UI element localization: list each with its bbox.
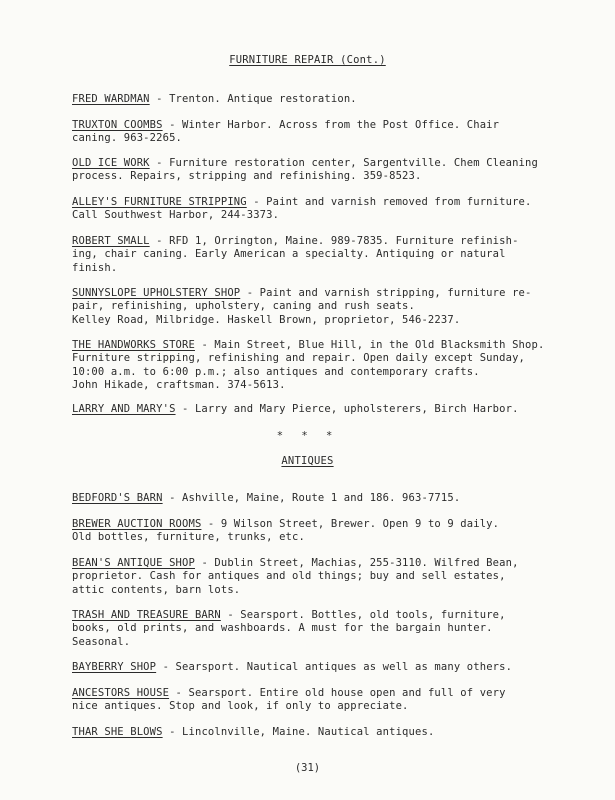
- listing-line: [72, 119, 572, 132]
- listing-line: attic contents, barn lots.: [72, 583, 241, 596]
- listing-text: - Paint and varnish removed from furniture.: [246, 196, 532, 208]
- listing-entry: [72, 726, 572, 739]
- section-heading-furniture-repair: FURNITURE REPAIR (Cont.): [229, 54, 386, 66]
- listing-name: FRED WARDMAN: [72, 93, 150, 105]
- listing-line: Seasonal.: [72, 635, 131, 648]
- listing-line: [72, 518, 572, 531]
- listing-line: [72, 661, 572, 674]
- listing-line: [72, 557, 572, 570]
- listing-name: TRUXTON COOMBS: [72, 119, 163, 131]
- listing-line: 10:00 a.m. to 6:00 p.m.; also antiques and contemporary crafts.: [72, 365, 480, 378]
- listing-text: - Searsport. Entire old house open and full of very: [169, 687, 506, 699]
- listing-line: Furniture stripping, refinishing and repair. Open daily except Sunday,: [72, 352, 526, 365]
- listing-line: [72, 93, 572, 106]
- listing-line: Call Southwest Harbor, 244-3373.: [72, 209, 280, 222]
- listing-text: - Winter Harbor. Across from the Post Office. Chair: [162, 119, 500, 131]
- listing-text: - Main Street, Blue Hill, in the Old Blacksmith Shop.: [194, 339, 545, 351]
- listing-entry: [72, 235, 572, 275]
- listing-line: ing, chair caning. Early American a specialty. Antiquing or natural: [72, 248, 506, 261]
- listing-text: - Ashville, Maine, Route 1 and 186. 963-7715.: [162, 492, 461, 504]
- listing-line: finish.: [72, 261, 118, 274]
- listing-text: - Furniture restoration center, Sargentville. Chem Cleaning: [149, 157, 538, 169]
- listing-entry: [72, 196, 572, 223]
- listing-line: [72, 157, 572, 170]
- listing-line: pair, refinishing, upholstery, caning and rush seats.: [72, 300, 415, 313]
- listing-text: - Larry and Mary Pierce, upholsterers, Birch Harbor.: [175, 403, 519, 415]
- listing-line: [72, 235, 572, 248]
- listing-entry: [72, 687, 572, 714]
- listing-line: nice antiques. Stop and look, if only to appreciate.: [72, 700, 409, 713]
- listing-entry: [72, 518, 572, 545]
- listing-line: Old bottles, furniture, trunks, etc.: [72, 531, 305, 544]
- listing-line: [72, 726, 572, 739]
- listing-line: process. Repairs, stripping and refinishing. 359-8523.: [72, 170, 422, 183]
- listing-text: - 9 Wilson Street, Brewer. Open 9 to 9 daily.: [201, 518, 500, 530]
- listing-text: - RFD 1, Orrington, Maine. 989-7835. Furniture refinish-: [149, 235, 519, 247]
- listing-entry: [72, 492, 572, 505]
- listing-line: [72, 609, 572, 622]
- listing-name: OLD ICE WORK: [72, 157, 150, 169]
- listing-text: - Dublin Street, Machias, 255-3110. Wilfred Bean,: [194, 557, 519, 569]
- listing-name: THAR SHE BLOWS: [72, 726, 163, 738]
- listing-text: - Searsport. Bottles, old tools, furniture,: [220, 609, 506, 621]
- listing-entry: [72, 157, 572, 184]
- listing-entry: [72, 661, 572, 674]
- listing-line: caning. 963-2265.: [72, 132, 183, 145]
- listing-line: [72, 287, 572, 300]
- section-separator: * * *: [276, 430, 339, 442]
- listing-line: John Hikade, craftsman. 374-5613.: [72, 378, 286, 391]
- listing-line: Kelley Road, Milbridge. Haskell Brown, proprietor, 546-2237.: [72, 313, 461, 326]
- listing-text: - Paint and varnish stripping, furniture re-: [240, 287, 532, 299]
- listing-entry: [72, 287, 572, 327]
- listing-line: proprietor. Cash for antiques and old things; buy and sell estates,: [72, 570, 506, 583]
- listing-name: BEAN'S ANTIQUE SHOP: [72, 557, 195, 569]
- listing-name: TRASH AND TREASURE BARN: [72, 609, 221, 621]
- listing-line: [72, 196, 572, 209]
- listing-name: BREWER AUCTION ROOMS: [72, 518, 202, 530]
- listing-line: books, old prints, and washboards. A must for the bargain hunter.: [72, 622, 493, 635]
- listing-entry: [72, 119, 572, 146]
- listing-entry: [72, 609, 572, 649]
- listing-entry: [72, 557, 572, 597]
- listing-name: ANCESTORS HOUSE: [72, 687, 170, 699]
- listing-line: [72, 403, 572, 416]
- page-number: (31): [294, 762, 321, 774]
- listing-entry: [72, 339, 572, 392]
- listing-text: - Trenton. Antique restoration.: [149, 93, 357, 105]
- listing-line: [72, 492, 572, 505]
- listing-name: BAYBERRY SHOP: [72, 661, 157, 673]
- listing-entry: [72, 403, 572, 416]
- listing-name: ROBERT SMALL: [72, 235, 150, 247]
- listing-line: [72, 339, 572, 352]
- section-heading-antiques: ANTIQUES: [281, 455, 334, 467]
- listing-name: BEDFORD'S BARN: [72, 492, 163, 504]
- listing-text: - Lincolnville, Maine. Nautical antiques.: [162, 726, 435, 738]
- listing-name: ALLEY'S FURNITURE STRIPPING: [72, 196, 247, 208]
- listing-text: - Searsport. Nautical antiques as well as many others.: [156, 661, 513, 673]
- listing-line: [72, 687, 572, 700]
- listing-name: THE HANDWORKS STORE: [72, 339, 195, 351]
- listing-name: SUNNYSLOPE UPHOLSTERY SHOP: [72, 287, 241, 299]
- listing-entry: [72, 93, 572, 106]
- listing-name: LARRY AND MARY'S: [72, 403, 176, 415]
